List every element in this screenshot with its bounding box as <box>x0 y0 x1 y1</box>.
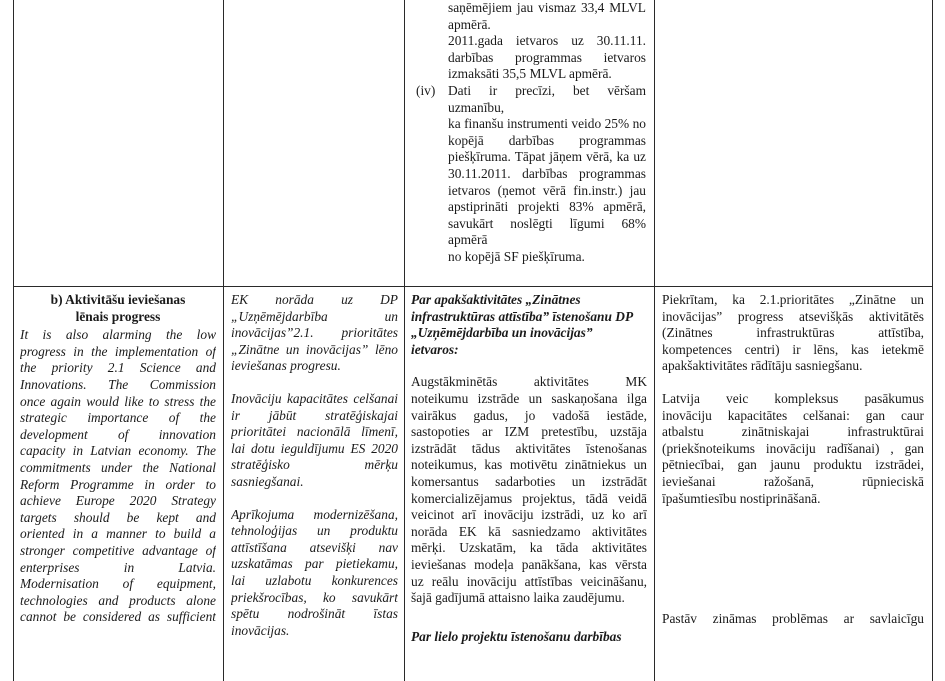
text-line: prioritātei nacionālā līmenī, <box>231 424 398 440</box>
response-cell <box>411 292 647 645</box>
text-line: spētu nodrošināt īstas <box>231 606 398 622</box>
text-line: īpašumtiesību nostiprināšanā. <box>662 490 821 506</box>
text-line: pētniecībai, gan jaunu produktu izstrādei, <box>662 457 924 473</box>
text-line: šajā gadījumā attaisno laika zaudējumu. <box>411 590 625 606</box>
text-line: 30.11.2011. darbības programmas <box>448 165 646 181</box>
text-line: Modernisation of equipment, <box>20 576 216 592</box>
text-line: stratēģisko mērķu <box>231 457 398 473</box>
text-line: 2011.gada ietvaros uz 30.11.11. <box>448 33 646 49</box>
text-line: apstiprināti projekti 83% apmērā, <box>448 199 646 215</box>
spacer <box>231 375 398 391</box>
text-line: inovāciju kapacitātes celšanai: gan caur <box>662 407 924 423</box>
text-line: It is also alarming the low <box>20 327 216 343</box>
text-line: Aprīkojuma modernizēšana, <box>231 506 398 522</box>
remark-paragraph-3 <box>231 507 398 640</box>
table-row-divider <box>13 286 933 287</box>
text-line: targets should be kept and <box>20 509 216 525</box>
text-line: capacity in Latvian economy. The <box>20 443 216 459</box>
text-line: development of innovation <box>20 426 216 442</box>
text-line: noteikumus, kas motivētu zinātniekus un <box>411 457 647 473</box>
text-line: no kopējā SF piešķīruma. <box>448 248 585 264</box>
text-line: noteikumu izstrāde un saskaņošana ilga <box>411 390 647 406</box>
table-divider-col2 <box>404 0 405 681</box>
text-line: cannot be considered as sufficient <box>20 609 216 625</box>
text-line: mērķi. Uzskatām, ka tāda aktivitātes <box>411 540 647 556</box>
text-line: Pastāv zināmas problēmas ar savlaicīgu <box>662 611 924 627</box>
position-cell <box>662 292 924 628</box>
text-line: the priority 2.1 Science and <box>20 360 216 376</box>
text-line: achieve Europe 2020 Strategy <box>20 493 216 509</box>
table-divider-col1 <box>223 0 224 681</box>
title-line: ietvaros: <box>411 341 459 357</box>
continuation-text <box>414 0 646 83</box>
text-line: piešķīruma. Tāpat jāņem vērā, ka uz <box>448 149 646 165</box>
text-line: komersantus sadarboties un izstrādāt <box>411 473 647 489</box>
heading-line: b) Aktivitāšu ieviešanas <box>50 292 186 307</box>
table-border-right <box>932 0 933 681</box>
issue-cell <box>20 292 216 626</box>
text-line: izmaksāti 35,5 MLVL apmērā. <box>448 66 612 82</box>
text-line: vairākus gadus, jo vadošā iestāde, <box>411 407 647 423</box>
text-line: attīstīšana atsevišķi nav <box>231 539 398 555</box>
text-line: Dati ir precīzi, bet vēršam uzmanību, <box>448 82 646 115</box>
text-line: apmērā. <box>448 16 491 32</box>
text-line: EK norāda uz DP <box>231 292 398 307</box>
text-line: savukārt noslēgti līgumi 68% apmērā <box>448 215 646 248</box>
text-line: kopējā darbības programmas <box>448 132 646 148</box>
text-line: izstrādāt tādus aktivitātes īstenošanas <box>411 440 647 456</box>
list-item-iv <box>414 83 646 266</box>
text-line: uzskatāmas par pietiekamu, <box>231 556 398 572</box>
text-line: Reform Programme in order to <box>20 476 216 492</box>
text-line: Innovations. The Commission <box>20 376 216 392</box>
spacer <box>231 491 398 507</box>
text-line: saņēmējiem jau vismaz 33,4 MLVL <box>448 0 646 15</box>
text-line: kompetences centri) ir lēns, kas ietekmē <box>662 341 924 357</box>
large-projects-title <box>411 629 647 646</box>
text-line: (priekšnoteikums inovāciju radīšanai) , gan <box>662 440 924 456</box>
text-line: „Uzņēmējdarbība un <box>231 308 398 324</box>
text-line: „Zinātne un inovācijas” lēno <box>231 341 398 357</box>
spacer <box>411 607 647 629</box>
position-paragraph-2 <box>662 391 924 507</box>
text-line: Latvija veic kompleksus pasākumus <box>662 390 924 406</box>
text-line: apakšaktivitātes rādītāju sasniegšanu. <box>662 358 863 374</box>
commission-remark-cell <box>231 292 398 639</box>
title-line: Par apakšaktivitātes „Zinātnes <box>411 292 581 307</box>
list-marker: (iv) <box>416 82 436 98</box>
remark-paragraph-1 <box>231 292 398 375</box>
position-paragraph-1 <box>662 292 924 375</box>
spacer <box>662 507 924 611</box>
subactivity-title <box>411 292 647 358</box>
text-line: inovācijas. <box>231 622 290 638</box>
text-line: komercializējamus projektus, tādā veidā <box>411 490 647 506</box>
text-line: ieviešanas modeļa panākšana, kas vērsta <box>411 556 647 572</box>
table-divider-col3 <box>654 0 655 681</box>
text-line: commitments under the National <box>20 459 216 475</box>
position-paragraph-3 <box>662 611 924 628</box>
text-line: inovācijas”2.1. prioritātes <box>231 325 398 341</box>
remark-paragraph-2 <box>231 391 398 491</box>
text-line: atbalstu zinātniskajai infrastruktūrai <box>662 424 924 440</box>
text-line: uz reālu inovāciju attīstības veicināšanu, <box>411 573 647 589</box>
text-line: strategic importance of the <box>20 410 216 426</box>
text-line: ietvaros (ņemot vērā fin.instr.) jau <box>448 182 646 198</box>
text-line: Augstākminētās aktivitātes MK <box>411 374 647 390</box>
text-line: sasniegšanai. <box>231 473 304 489</box>
text-line: veicinot arī inovāciju izstrādi, uz ko arī <box>411 507 647 523</box>
spacer <box>411 358 647 374</box>
text-line: technologies and products alone <box>20 592 216 608</box>
text-line: darbības programmas ietvaros <box>448 49 646 65</box>
text-line: ieviešanai ražošanā, rūpnieciskā <box>662 473 924 489</box>
top-row-col3-cell <box>414 0 646 266</box>
response-body <box>411 374 647 606</box>
text-line: once again would like to stress the <box>20 393 216 409</box>
text-line: Inovāciju kapacitātes celšanai <box>231 390 398 406</box>
text-line: ieviešanas progresu. <box>231 358 341 374</box>
title-line: infrastruktūras attīstība” īstenošanu DP <box>411 308 634 324</box>
text-line: lai dotu ieguldījumu ES 2020 <box>231 440 398 456</box>
text-line: oriented in a manner to build a <box>20 526 216 542</box>
text-line: enterprises in Latvia. <box>20 559 216 575</box>
text-line: inovācijas” progress atsevišķās aktivitātēs <box>662 308 924 324</box>
heading-line: lēnais progress <box>75 308 161 324</box>
title-line: „Uzņēmējdarbība un inovācijas” <box>411 325 593 341</box>
text-line: (Zinātnes infrastruktūras attīstība, <box>662 325 924 341</box>
text-line: ir jābūt stratēģiskajai <box>231 407 398 423</box>
text-line: sastopoties ar IZM pretestību, uzstāja <box>411 424 647 440</box>
table-border-left <box>13 0 14 681</box>
text-line: progress in the implementation of <box>20 343 216 359</box>
spacer <box>662 375 924 391</box>
text-line: stronger competitive advantage of <box>20 542 216 558</box>
issue-heading <box>20 292 216 325</box>
text-line: norāda EK kā sasniedzamo aktivitātes <box>411 523 647 539</box>
text-line: tehnoloģijas un produktu <box>231 523 398 539</box>
title-line: Par lielo projektu īstenošanu darbības <box>411 628 622 644</box>
commission-comment <box>20 327 216 626</box>
text-line: priekšrocības, ko savukārt <box>231 589 398 605</box>
text-line: Piekrītam, ka 2.1.prioritātes „Zinātne un <box>662 292 924 307</box>
text-line: lai uzlabotu konkurences <box>231 572 398 588</box>
text-line: ka finanšu instrumenti veido 25% no <box>448 116 646 132</box>
